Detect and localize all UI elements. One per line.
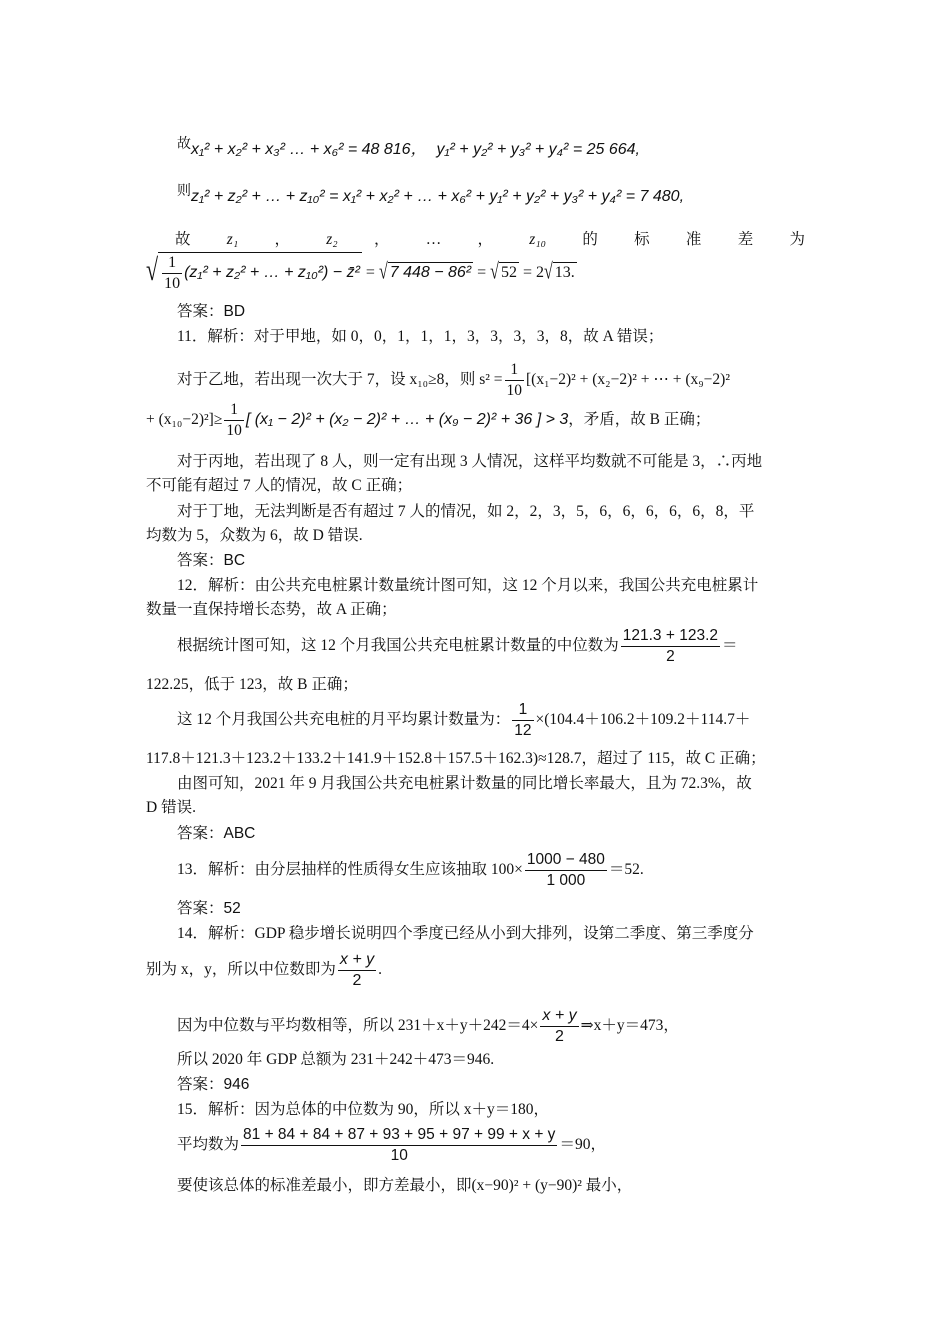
q11-line-g: 均数为 5，众数为 6，故 D 错误. [146,527,363,544]
answer-10: 答案：BD [177,303,246,320]
q12-line-c [177,626,738,667]
q14-line-a: 14．解析：GDP 稳步增长说明四个季度已经从小到大排列，设第二季度、第三季度分 [177,925,754,942]
q14-line-c [177,1006,679,1047]
q12-line-h: D 错误. [146,799,196,816]
q15-b-frac [241,1125,557,1166]
q14-c-den: 2 [555,1028,564,1045]
q11-c-pre: + (x₁₀−2)²]≥ [146,411,223,429]
sqrt-body-2: 7 448 − 86² [389,264,472,282]
q12-line-d: 122.25，低于 123，故 B 正确； [146,676,358,693]
q11-c-den: 10 [226,422,242,439]
q12-line-e [177,700,750,741]
q12-c-num: 121.3 + 123.2 [621,626,720,647]
answer-11: 答案：BC [177,552,246,569]
word-gu: 故 [177,137,191,152]
q13-den: 1 000 [546,872,586,889]
answer-13: 答案：52 [177,900,241,917]
word-5: … [425,231,442,248]
q14-b-num: x + y [338,950,376,971]
q12-line-b: 数量一直保持增长态势，故 A 正确； [146,601,397,618]
q11-line-b [177,360,730,401]
line-x-sum [177,135,640,160]
q13-num: 1000 − 480 [525,850,607,871]
q11-b-post: [(x₁−2)² + (x₂−2)² + ⋯ + (x₉−2)² [526,371,730,389]
q15-b-num: 81 + 84 + 84 + 87 + 93 + 95 + 97 + 99 + x + y [241,1125,557,1146]
answer-14: 答案：946 [177,1076,250,1093]
word-11: 差 [737,231,754,248]
q12-c-den: 2 [666,648,675,665]
q14-b-post: . [378,961,382,979]
q14-b-pre: 别为 x，y，所以中位数即为 [146,961,336,979]
q11-b-pre: 对于乙地，若出现一次大于 7，设 x₁₀≥8，则 s² = [177,371,503,389]
q12-e-pre: 这 12 个月我国公共充电桩的月平均累计数量为： [177,711,511,729]
q14-b-frac [338,950,376,991]
q14-c-pre: 因为中位数与平均数相等，所以 231＋x＋y＋242＝4× [177,1017,539,1035]
formula-x-squares: x₁² + x₂² + x₃² … + x₆² = 48 816， [191,141,427,159]
q12-c-frac [621,626,720,667]
sqrt-sign-4: √ [543,260,553,285]
q12-line-a: 12．解析：由公共充电桩累计数量统计图可知，这 12 个月以来，我国公共充电桩累计 [177,577,759,594]
eq-2: = [477,264,487,282]
q13-frac [525,850,607,891]
q12-c-pre: 根据统计图可知，这 12 个月我国公共充电桩累计数量的中位数为 [177,637,619,655]
word-2: ， [274,231,290,248]
eq-1: = [365,264,375,282]
q12-c-post: ＝ [722,637,738,655]
q11-line-d: 对于丙地，若出现了 8 人，则一定有出现 3 人情况，这样平均数就不可能是 3，∴丙地 [177,453,763,470]
formula-inner: (z₁² + z₂² + … + z₁₀²) − z̄² [184,264,360,282]
q15-line-c: 要使该总体的标准差最小，即方差最小，即(x−90)² + (y−90)² 最小， [177,1177,633,1194]
sqrt-sign-3: √ [490,260,499,285]
word-12: 为 [789,231,805,248]
q11-b-den: 10 [506,382,522,399]
q12-line-f: 117.8＋121.3＋123.2＋133.2＋141.9＋152.8＋157.5＋162.3)≈128.7，超过了 115，故 C 正确； [146,750,766,767]
eq-3: = 2 [522,264,544,282]
frac-num: 1 [162,253,182,274]
q13-pre: 13．解析：由分层抽样的性质得女生应该抽取 100× [177,861,523,879]
sqrt-sign-1: √ [146,251,159,287]
q11-b-frac [505,360,525,401]
q14-line-d: 所以 2020 年 GDP 总额为 231＋242＋473＝946. [177,1051,495,1068]
word-9: 标 [634,231,650,248]
word-8: 的 [582,231,598,248]
sqrt-body-4: 13. [554,264,575,282]
q12-e-frac [512,700,533,741]
frac-den: 10 [164,275,181,292]
sqrt-sign-2: √ [378,260,388,285]
word-0: 故 [175,231,191,248]
q15-line-a: 15．解析：因为总体的中位数为 90，所以 x＋y＝180， [177,1101,550,1118]
q14-c-post: ⇒x＋y＝473， [580,1017,679,1035]
word-3: z₂ [326,231,338,248]
formula-y-squares: y₁² + y₂² + y₃² + y₄² = 25 664, [436,141,640,159]
q11-line-c [146,400,710,441]
q11-line-e: 不可能有超过 7 人的情况，故 C 正确； [146,477,413,494]
word-7: z₁₀ [529,231,547,248]
word-ze: 则 [177,184,191,199]
q11-c-num: 1 [224,400,244,421]
q11-c-post: ，矛盾，故 B 正确； [568,411,711,429]
q13-post: ＝52. [608,861,644,879]
line-std-formula [146,252,577,294]
q14-line-b [146,950,382,991]
q14-b-den: 2 [352,972,362,989]
frac-1-10 [162,253,182,294]
word-10: 准 [685,231,702,248]
line-std-intro [175,230,805,250]
word-4: ， [373,231,390,248]
sqrt-body-3: 52 [500,264,517,282]
line-z-sum [177,182,684,207]
q11-c-formula: [ (x₁ − 2)² + (x₂ − 2)² + … + (x₉ − 2)² + 36 ] > 3 [245,411,569,429]
formula-z-squares: z₁² + z₂² + … + z₁₀² = x₁² + x₂² + … + x₆² + y₁² + y₂² + y₃² + y₄² = 7 480, [191,188,685,206]
q14-c-num: x + y [540,1006,578,1027]
word-1: z₁ [226,231,239,248]
q14-c-frac [540,1006,578,1047]
q15-b-pre: 平均数为 [177,1136,240,1154]
q12-e-post: ×(104.4＋106.2＋109.2＋114.7＋ [535,711,751,729]
q12-line-g: 由图可知，2021 年 9 月我国公共充电桩累计数量的同比增长率最大，且为 72.3%，故 [177,775,752,792]
q11-b-num: 1 [505,360,525,381]
q12-e-den: 12 [514,722,532,739]
q11-line-a: 11．解析：对于甲地，如 0，0，1，1，1，3，3，3，3，8，故 A 错误； [177,328,664,345]
word-6: ， [477,231,493,248]
answer-12: 答案：ABC [177,825,256,842]
q15-b-den: 10 [390,1147,408,1164]
sqrt-body-1 [158,252,362,294]
q15-b-post: ＝90， [559,1136,606,1154]
q11-c-frac [224,400,244,441]
q15-line-b [177,1125,606,1166]
q11-line-f: 对于丁地，无法判断是否有超过 7 人的情况，如 2，2，3，5，6，6，6，6，6，8，平 [177,503,755,520]
q12-e-num: 1 [512,700,533,721]
q13-line [177,850,644,891]
